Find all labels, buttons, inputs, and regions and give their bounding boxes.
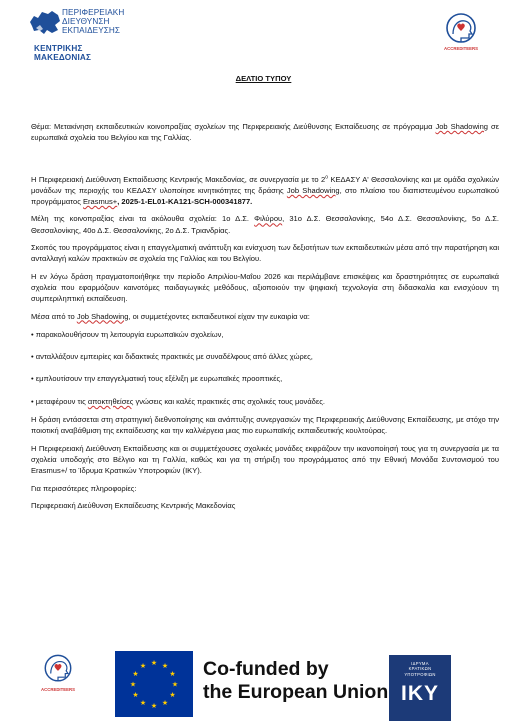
period-paragraph: Η εν λόγω δράση πραγματοποιήθηκε την περίοδο Απριλίου-Μαΐου 2026 και περιλάμβανε επισκέψεις και δραστηριότητες σε ευρωπαϊκά σχολεία που εφαρμόζουν καινοτόμες παιδαγωγικές μεθόδους, αξιοποιούν την ψηφιακή τεχνολογία στη διδασκαλία και ενισχύουν τη συμπεριληπτική εκπαίδευση. [31, 271, 499, 304]
eu-line: the European Union [203, 681, 389, 703]
iky-acronym: IKY [400, 682, 439, 706]
pde-logo-subtitle: ΚΕΝΤΡΙΚΗΣ ΜΑΚΕΔΟΝΙΑΣ [34, 44, 92, 62]
bullet-term: αποκτηθείσες [87, 396, 134, 406]
through-text: , οι συμμετέχοντες εκπαιδευτικοί είχαν την ευκαιρία να: [128, 311, 310, 321]
pde-logo-line: ΕΚΠΑΙΔΕΥΣΗΣ [62, 26, 121, 35]
purpose-paragraph: Σκοπός του προγράμματος είναι η επαγγελματική ανάπτυξη και ενίσχυση των δεξιοτήτων των εκπαιδευτικών μέσα από την παρατήρηση και ανταλλαγή καλών πρακτικών σε σχολεία της Γαλλίας και του Βελγίου. [31, 243, 499, 264]
through-paragraph [31, 311, 499, 322]
intro-text: , στο πλαίσιο του διαπιστευμένου ευρωπαϊκού προγράμματος [31, 185, 500, 207]
intro-term: Job Shadowing [286, 185, 340, 195]
iky-logo [389, 655, 451, 721]
pde-logo-text [62, 8, 124, 35]
more-info-line: Για περισσότερες πληροφορίες: [31, 483, 137, 493]
thanks-paragraph: Η Περιφερειακή Διεύθυνση Εκπαίδευσης και οι συμμετέχουσες σχολικές μονάδες εκφράζουν την ικανοποίησή τους για τη συνεργασία με τα σχολεία υποδοχής στο Βέλγιο και τη Γαλλία, καθώς και για τη στήριξη του προγράμματος από την Εθνική Μονάδα Συντονισμού του Erasmus+/ το Ίδρυμα Κρατικών Υποτροφιών (ΙΚΥ). [31, 443, 499, 476]
members-text: , 31ο Δ.Σ. Θεσσαλονίκης, 54ο Δ.Σ. Θεσσαλονίκης, 5ο Δ.Σ. Θεσσαλονίκης, 40ο Δ.Σ. Θεσσαλονίκης, 2ο Δ.Σ. Τριανδρίας. [31, 214, 499, 235]
iky-line: ΥΠΟΤΡΟΦΙΩΝ [404, 671, 436, 677]
members-paragraph [31, 213, 499, 236]
eu-line: Co-funded by [203, 658, 329, 680]
subject-term: Job Shadowing [435, 122, 488, 131]
accreditation-logo-label: ACCREDITEERS [444, 46, 478, 51]
subject-paragraph [31, 121, 499, 144]
strategy-paragraph: Η δράση εντάσσεται στη στρατηγική διεθνοποίησης και ανάπτυξης συνεργασιών της Περιφερειακής Διεύθυνσης Εκπαίδευσης, με στόχο την ποιοτική αναβάθμιση της εκπαίδευσης και την καλλιέργεια μιας πιο ευρωπαϊκής εκπαιδευτικής κουλτούρας. [31, 415, 499, 436]
intro-text: Η Περιφερειακή Διεύθυνση Εκπαίδευσης Κεντρικής Μακεδονίας, σε συνεργασία με το 2 [31, 174, 326, 184]
svg-text:★: ★ [129, 680, 137, 689]
subject-text: Θέμα: Μετακίνηση εκπαιδευτικών κοινοπραξίας σχολείων της Περιφερειακής Διεύθυνσης Εκπαίδευσης σε πρόγραμμα [31, 122, 436, 131]
members-text: Μέλη της κοινοπραξίας είναι τα ακόλουθα σχολεία: 1ο Δ.Σ. [31, 214, 255, 224]
svg-text:★: ★ [132, 670, 139, 678]
iky-full-name [389, 655, 451, 677]
bullet-text: παρακολουθήσουν τη λειτουργία ευρωπαϊκών σχολείων, [35, 329, 224, 339]
erasmus-term: Erasmus+ [83, 197, 118, 207]
accreditation-logo [439, 12, 483, 58]
footer-accreditation-logo [38, 651, 78, 699]
superscript: ο [325, 174, 328, 181]
footer-accreditation-label: ACCREDITEERS [41, 687, 75, 692]
iky-line: ΚΡΑΤΙΚΩΝ [408, 666, 432, 672]
bullet-text: εμπλουτίσουν την επαγγελματική τους εξέλιξη με ευρωπαϊκές προοπτικές, [35, 374, 283, 384]
bullet-item: • μεταφέρουν τις αποκτηθείσες γνώσεις και καλές πρακτικές στις σχολικές τους μονάδες. [31, 396, 325, 406]
head-heart-icon [38, 651, 78, 687]
bullet-item: • ανταλλάξουν εμπειρίες και διδακτικές πρακτικές με συναδέλφους από άλλες χώρες, [31, 352, 313, 362]
bullet-item: • παρακολουθήσουν τη λειτουργία ευρωπαϊκών σχολείων, [31, 329, 224, 339]
iky-line: ΙΔΡΥΜΑ [411, 661, 429, 666]
pde-logo [28, 6, 138, 62]
project-code: , 2025-1-EL01-KA121-SCH-000341877. [117, 197, 253, 207]
through-term: Job Shadowing [76, 311, 129, 321]
svg-text:★: ★ [150, 702, 158, 710]
page-footer [0, 645, 527, 725]
bullet-list [31, 329, 499, 407]
svg-text:★: ★ [139, 662, 147, 670]
intro-text: ΚΕΔΑΣΥ Α' Θεσσαλονίκης και με ομάδα σχολικών μονάδων της περιοχής του ΚΕΔΑΣΥ υλοποίησε κινητικότητες της δράσης [31, 174, 499, 195]
svg-text:★: ★ [150, 659, 158, 667]
eu-cofunded-text [203, 658, 388, 704]
svg-text:★: ★ [171, 680, 179, 689]
svg-text:★: ★ [169, 670, 176, 678]
bullet-text: γνώσεις και καλές πρακτικές στις σχολικές τους μονάδες. [133, 396, 325, 406]
head-heart-icon [439, 12, 483, 46]
bullet-item: • εμπλουτίσουν την επαγγελματική τους εξέλιξη με ευρωπαϊκές προοπτικές, [31, 374, 283, 384]
svg-text:★: ★ [132, 691, 139, 699]
document-body [31, 121, 499, 511]
svg-text:★: ★ [161, 699, 169, 707]
signature-line: Περιφερειακή Διεύθυνση Εκπαίδευσης Κεντρικής Μακεδονίας [31, 500, 236, 510]
map-icon [28, 8, 62, 36]
members-term: Φιλύρου [254, 214, 283, 224]
subject-suffix: σε ευρωπαϊκά σχολεία του Βελγίου και της Γαλλίας. [31, 122, 500, 143]
page-header [0, 0, 527, 60]
bullet-text: μεταφέρουν τις [35, 396, 88, 406]
bullet-text: ανταλλάξουν εμπειρίες και διδακτικές πρακτικές με συναδέλφους από άλλες χώρες, [35, 352, 313, 362]
svg-text:★: ★ [139, 699, 147, 707]
eu-cofunded-logo [115, 651, 389, 717]
pde-logo-line: ΠΕΡΙΦΕΡΕΙΑΚΗ [62, 8, 125, 17]
through-text: Μέσα από το [31, 311, 77, 321]
svg-text:★: ★ [169, 691, 176, 699]
document-title: ΔΕΛΤΙΟ ΤΥΠΟΥ [235, 74, 292, 83]
eu-flag-icon [115, 651, 193, 717]
svg-text:★: ★ [161, 662, 169, 670]
pde-logo-line: ΔΙΕΥΘΥΝΣΗ [62, 17, 110, 26]
intro-paragraph [31, 174, 499, 208]
